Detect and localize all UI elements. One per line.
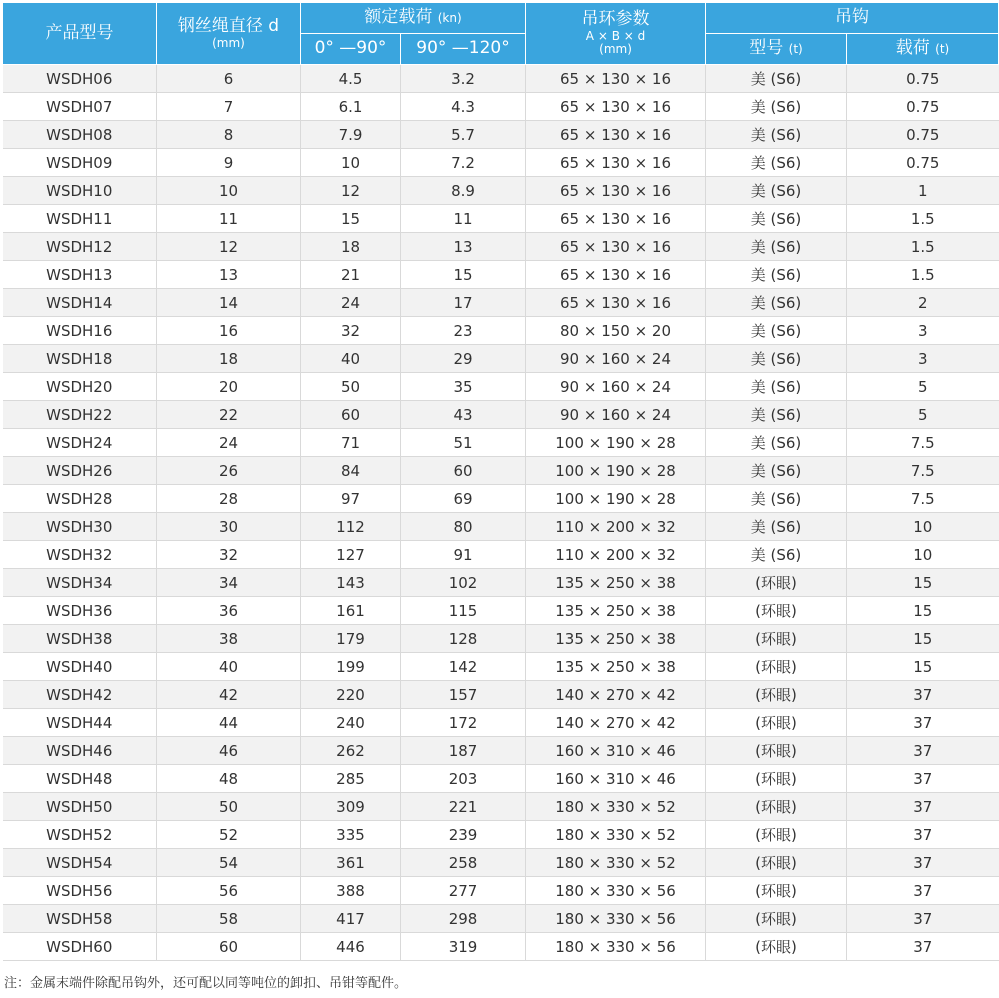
table-row — [3, 933, 999, 961]
cell-load-90-120: 35 — [401, 373, 526, 401]
cell-wire-diameter: 56 — [157, 877, 301, 905]
cell-ring-params: 180 × 330 × 56 — [526, 877, 706, 905]
cell-hook-type: 美 (S6) — [706, 485, 847, 513]
cell-ring-params: 100 × 190 × 28 — [526, 429, 706, 457]
cell-model: WSDH11 — [3, 205, 157, 233]
cell-hook-type: (环眼) — [706, 849, 847, 877]
cell-model: WSDH38 — [3, 625, 157, 653]
cell-load-0-90: 446 — [301, 933, 401, 961]
cell-hook-load: 5 — [847, 373, 999, 401]
cell-load-90-120: 172 — [401, 709, 526, 737]
header-model: 产品型号 — [3, 3, 157, 65]
cell-ring-params: 135 × 250 × 38 — [526, 625, 706, 653]
cell-hook-load: 37 — [847, 793, 999, 821]
cell-load-90-120: 11 — [401, 205, 526, 233]
cell-model: WSDH07 — [3, 93, 157, 121]
cell-load-0-90: 24 — [301, 289, 401, 317]
cell-model: WSDH18 — [3, 345, 157, 373]
header-rated-load: 额定载荷 (kn) — [301, 3, 526, 34]
cell-hook-load: 0.75 — [847, 93, 999, 121]
header-hook: 吊钩 — [706, 3, 999, 34]
cell-ring-params: 65 × 130 × 16 — [526, 65, 706, 93]
cell-load-90-120: 277 — [401, 877, 526, 905]
cell-wire-diameter: 26 — [157, 457, 301, 485]
cell-wire-diameter: 28 — [157, 485, 301, 513]
cell-load-90-120: 187 — [401, 737, 526, 765]
cell-ring-params: 140 × 270 × 42 — [526, 681, 706, 709]
table-row — [3, 121, 999, 149]
table-row — [3, 653, 999, 681]
cell-model: WSDH60 — [3, 933, 157, 961]
cell-ring-params: 160 × 310 × 46 — [526, 737, 706, 765]
cell-model: WSDH54 — [3, 849, 157, 877]
table-row — [3, 597, 999, 625]
cell-hook-type: (环眼) — [706, 709, 847, 737]
cell-hook-load: 15 — [847, 597, 999, 625]
table-row — [3, 821, 999, 849]
table-row — [3, 93, 999, 121]
cell-load-90-120: 128 — [401, 625, 526, 653]
cell-load-90-120: 298 — [401, 905, 526, 933]
cell-hook-type: 美 (S6) — [706, 317, 847, 345]
cell-ring-params: 65 × 130 × 16 — [526, 121, 706, 149]
cell-load-90-120: 29 — [401, 345, 526, 373]
cell-wire-diameter: 10 — [157, 177, 301, 205]
header-angle-1: 0° —90° — [301, 34, 401, 65]
table-row — [3, 261, 999, 289]
cell-hook-load: 1.5 — [847, 205, 999, 233]
cell-load-90-120: 60 — [401, 457, 526, 485]
footnote: 注：金属末端件除配吊钩外，还可配以同等吨位的卸扣、吊钳等配件。 — [4, 976, 408, 991]
cell-ring-params: 90 × 160 × 24 — [526, 373, 706, 401]
cell-wire-diameter: 34 — [157, 569, 301, 597]
cell-load-90-120: 221 — [401, 793, 526, 821]
cell-ring-params: 65 × 130 × 16 — [526, 205, 706, 233]
cell-load-0-90: 7.9 — [301, 121, 401, 149]
cell-hook-type: (环眼) — [706, 597, 847, 625]
cell-hook-type: (环眼) — [706, 681, 847, 709]
cell-load-90-120: 203 — [401, 765, 526, 793]
table-row — [3, 737, 999, 765]
cell-wire-diameter: 6 — [157, 65, 301, 93]
cell-load-0-90: 285 — [301, 765, 401, 793]
cell-model: WSDH22 — [3, 401, 157, 429]
cell-load-90-120: 258 — [401, 849, 526, 877]
table-row — [3, 429, 999, 457]
cell-load-0-90: 417 — [301, 905, 401, 933]
table-row — [3, 205, 999, 233]
cell-hook-type: 美 (S6) — [706, 205, 847, 233]
cell-ring-params: 100 × 190 × 28 — [526, 457, 706, 485]
cell-hook-load: 1.5 — [847, 261, 999, 289]
cell-wire-diameter: 54 — [157, 849, 301, 877]
cell-hook-type: 美 (S6) — [706, 65, 847, 93]
cell-hook-type: 美 (S6) — [706, 261, 847, 289]
cell-ring-params: 140 × 270 × 42 — [526, 709, 706, 737]
cell-hook-type: (环眼) — [706, 625, 847, 653]
cell-load-90-120: 7.2 — [401, 149, 526, 177]
cell-wire-diameter: 36 — [157, 597, 301, 625]
cell-wire-diameter: 30 — [157, 513, 301, 541]
cell-model: WSDH24 — [3, 429, 157, 457]
spec-table — [2, 2, 999, 961]
table-row — [3, 541, 999, 569]
cell-load-0-90: 262 — [301, 737, 401, 765]
cell-load-0-90: 309 — [301, 793, 401, 821]
table-row — [3, 457, 999, 485]
header-angle-2: 90° —120° — [401, 34, 526, 65]
cell-model: WSDH14 — [3, 289, 157, 317]
cell-load-0-90: 127 — [301, 541, 401, 569]
cell-ring-params: 135 × 250 × 38 — [526, 653, 706, 681]
cell-load-0-90: 240 — [301, 709, 401, 737]
cell-ring-params: 65 × 130 × 16 — [526, 289, 706, 317]
table-row — [3, 849, 999, 877]
cell-hook-load: 10 — [847, 541, 999, 569]
cell-wire-diameter: 32 — [157, 541, 301, 569]
cell-load-90-120: 51 — [401, 429, 526, 457]
cell-ring-params: 180 × 330 × 52 — [526, 821, 706, 849]
cell-model: WSDH06 — [3, 65, 157, 93]
table-row — [3, 233, 999, 261]
table-row — [3, 877, 999, 905]
cell-hook-load: 0.75 — [847, 121, 999, 149]
cell-ring-params: 90 × 160 × 24 — [526, 345, 706, 373]
cell-hook-type: 美 (S6) — [706, 233, 847, 261]
cell-load-0-90: 161 — [301, 597, 401, 625]
cell-load-0-90: 143 — [301, 569, 401, 597]
table-row — [3, 149, 999, 177]
cell-hook-type: 美 (S6) — [706, 429, 847, 457]
table-row — [3, 513, 999, 541]
cell-wire-diameter: 42 — [157, 681, 301, 709]
cell-ring-params: 100 × 190 × 28 — [526, 485, 706, 513]
cell-ring-params: 180 × 330 × 56 — [526, 905, 706, 933]
cell-hook-load: 15 — [847, 569, 999, 597]
cell-wire-diameter: 11 — [157, 205, 301, 233]
cell-wire-diameter: 24 — [157, 429, 301, 457]
cell-ring-params: 80 × 150 × 20 — [526, 317, 706, 345]
cell-model: WSDH46 — [3, 737, 157, 765]
cell-ring-params: 90 × 160 × 24 — [526, 401, 706, 429]
cell-load-0-90: 71 — [301, 429, 401, 457]
cell-wire-diameter: 13 — [157, 261, 301, 289]
cell-load-90-120: 3.2 — [401, 65, 526, 93]
header-wire-diameter: 钢丝绳直径 d (mm) — [157, 3, 301, 65]
cell-load-0-90: 112 — [301, 513, 401, 541]
table-row — [3, 317, 999, 345]
cell-hook-load: 37 — [847, 681, 999, 709]
cell-load-90-120: 142 — [401, 653, 526, 681]
cell-model: WSDH32 — [3, 541, 157, 569]
cell-hook-load: 37 — [847, 709, 999, 737]
cell-load-90-120: 5.7 — [401, 121, 526, 149]
cell-load-0-90: 220 — [301, 681, 401, 709]
cell-hook-load: 3 — [847, 317, 999, 345]
cell-load-90-120: 15 — [401, 261, 526, 289]
table-row — [3, 373, 999, 401]
cell-hook-type: 美 (S6) — [706, 93, 847, 121]
cell-wire-diameter: 8 — [157, 121, 301, 149]
cell-load-90-120: 17 — [401, 289, 526, 317]
cell-load-0-90: 12 — [301, 177, 401, 205]
cell-wire-diameter: 48 — [157, 765, 301, 793]
cell-load-0-90: 15 — [301, 205, 401, 233]
table-row — [3, 765, 999, 793]
cell-model: WSDH30 — [3, 513, 157, 541]
cell-load-90-120: 23 — [401, 317, 526, 345]
cell-hook-load: 7.5 — [847, 485, 999, 513]
cell-model: WSDH36 — [3, 597, 157, 625]
cell-model: WSDH56 — [3, 877, 157, 905]
cell-hook-type: (环眼) — [706, 765, 847, 793]
table-row — [3, 345, 999, 373]
cell-hook-load: 37 — [847, 821, 999, 849]
cell-ring-params: 65 × 130 × 16 — [526, 261, 706, 289]
cell-model: WSDH50 — [3, 793, 157, 821]
cell-wire-diameter: 38 — [157, 625, 301, 653]
cell-load-90-120: 8.9 — [401, 177, 526, 205]
cell-load-0-90: 361 — [301, 849, 401, 877]
cell-ring-params: 135 × 250 × 38 — [526, 597, 706, 625]
cell-ring-params: 65 × 130 × 16 — [526, 233, 706, 261]
cell-model: WSDH12 — [3, 233, 157, 261]
table-row — [3, 65, 999, 93]
cell-wire-diameter: 40 — [157, 653, 301, 681]
cell-hook-load: 0.75 — [847, 149, 999, 177]
cell-load-90-120: 319 — [401, 933, 526, 961]
cell-load-90-120: 157 — [401, 681, 526, 709]
cell-model: WSDH13 — [3, 261, 157, 289]
header-hook-type: 型号 (t) — [706, 34, 847, 65]
cell-hook-type: 美 (S6) — [706, 289, 847, 317]
cell-hook-type: (环眼) — [706, 793, 847, 821]
cell-hook-type: 美 (S6) — [706, 401, 847, 429]
table-row — [3, 569, 999, 597]
cell-load-0-90: 40 — [301, 345, 401, 373]
cell-load-0-90: 18 — [301, 233, 401, 261]
cell-ring-params: 135 × 250 × 38 — [526, 569, 706, 597]
cell-model: WSDH16 — [3, 317, 157, 345]
cell-hook-load: 15 — [847, 653, 999, 681]
cell-hook-type: (环眼) — [706, 905, 847, 933]
cell-hook-load: 10 — [847, 513, 999, 541]
table-row — [3, 177, 999, 205]
cell-hook-type: 美 (S6) — [706, 373, 847, 401]
cell-wire-diameter: 7 — [157, 93, 301, 121]
cell-hook-type: (环眼) — [706, 569, 847, 597]
cell-hook-type: 美 (S6) — [706, 457, 847, 485]
cell-load-90-120: 80 — [401, 513, 526, 541]
cell-load-0-90: 84 — [301, 457, 401, 485]
cell-wire-diameter: 52 — [157, 821, 301, 849]
cell-hook-type: (环眼) — [706, 737, 847, 765]
cell-hook-load: 37 — [847, 737, 999, 765]
cell-wire-diameter: 58 — [157, 905, 301, 933]
cell-wire-diameter: 9 — [157, 149, 301, 177]
cell-model: WSDH52 — [3, 821, 157, 849]
cell-model: WSDH28 — [3, 485, 157, 513]
cell-wire-diameter: 22 — [157, 401, 301, 429]
cell-hook-load: 7.5 — [847, 429, 999, 457]
cell-load-0-90: 388 — [301, 877, 401, 905]
cell-load-0-90: 21 — [301, 261, 401, 289]
cell-hook-type: (环眼) — [706, 877, 847, 905]
cell-hook-load: 0.75 — [847, 65, 999, 93]
cell-load-0-90: 97 — [301, 485, 401, 513]
cell-load-0-90: 60 — [301, 401, 401, 429]
cell-hook-load: 37 — [847, 877, 999, 905]
cell-wire-diameter: 44 — [157, 709, 301, 737]
table-body — [3, 65, 999, 961]
cell-model: WSDH26 — [3, 457, 157, 485]
cell-ring-params: 65 × 130 × 16 — [526, 93, 706, 121]
cell-load-90-120: 115 — [401, 597, 526, 625]
cell-load-0-90: 179 — [301, 625, 401, 653]
cell-wire-diameter: 60 — [157, 933, 301, 961]
header-hook-load: 载荷 (t) — [847, 34, 999, 65]
cell-wire-diameter: 46 — [157, 737, 301, 765]
cell-hook-load: 37 — [847, 849, 999, 877]
cell-ring-params: 180 × 330 × 56 — [526, 933, 706, 961]
cell-load-90-120: 43 — [401, 401, 526, 429]
cell-load-0-90: 50 — [301, 373, 401, 401]
table-row — [3, 709, 999, 737]
cell-ring-params: 180 × 330 × 52 — [526, 849, 706, 877]
cell-ring-params: 180 × 330 × 52 — [526, 793, 706, 821]
cell-hook-type: 美 (S6) — [706, 177, 847, 205]
cell-model: WSDH42 — [3, 681, 157, 709]
cell-model: WSDH40 — [3, 653, 157, 681]
cell-ring-params: 65 × 130 × 16 — [526, 149, 706, 177]
cell-load-90-120: 102 — [401, 569, 526, 597]
table-row — [3, 905, 999, 933]
cell-ring-params: 65 × 130 × 16 — [526, 177, 706, 205]
cell-hook-load: 1.5 — [847, 233, 999, 261]
cell-wire-diameter: 12 — [157, 233, 301, 261]
cell-load-0-90: 10 — [301, 149, 401, 177]
cell-load-0-90: 199 — [301, 653, 401, 681]
cell-wire-diameter: 20 — [157, 373, 301, 401]
cell-hook-type: (环眼) — [706, 653, 847, 681]
cell-wire-diameter: 50 — [157, 793, 301, 821]
cell-hook-load: 37 — [847, 765, 999, 793]
cell-ring-params: 160 × 310 × 46 — [526, 765, 706, 793]
cell-ring-params: 110 × 200 × 32 — [526, 541, 706, 569]
cell-load-90-120: 69 — [401, 485, 526, 513]
table-row — [3, 625, 999, 653]
cell-hook-type: 美 (S6) — [706, 345, 847, 373]
cell-load-90-120: 239 — [401, 821, 526, 849]
table-row — [3, 485, 999, 513]
cell-load-0-90: 335 — [301, 821, 401, 849]
cell-load-90-120: 91 — [401, 541, 526, 569]
cell-load-90-120: 13 — [401, 233, 526, 261]
cell-wire-diameter: 16 — [157, 317, 301, 345]
cell-model: WSDH48 — [3, 765, 157, 793]
cell-hook-type: 美 (S6) — [706, 121, 847, 149]
cell-hook-type: 美 (S6) — [706, 513, 847, 541]
cell-hook-load: 5 — [847, 401, 999, 429]
cell-hook-load: 7.5 — [847, 457, 999, 485]
cell-model: WSDH58 — [3, 905, 157, 933]
cell-hook-type: (环眼) — [706, 821, 847, 849]
cell-hook-type: 美 (S6) — [706, 149, 847, 177]
cell-hook-type: 美 (S6) — [706, 541, 847, 569]
cell-wire-diameter: 18 — [157, 345, 301, 373]
table-row — [3, 401, 999, 429]
cell-model: WSDH09 — [3, 149, 157, 177]
cell-hook-load: 37 — [847, 905, 999, 933]
cell-hook-load: 1 — [847, 177, 999, 205]
cell-model: WSDH10 — [3, 177, 157, 205]
cell-load-0-90: 32 — [301, 317, 401, 345]
table-row — [3, 793, 999, 821]
cell-hook-load: 15 — [847, 625, 999, 653]
cell-model: WSDH08 — [3, 121, 157, 149]
cell-hook-load: 3 — [847, 345, 999, 373]
cell-wire-diameter: 14 — [157, 289, 301, 317]
header-ring-params: 吊环参数 A × B × d (mm) — [526, 3, 706, 65]
cell-ring-params: 110 × 200 × 32 — [526, 513, 706, 541]
cell-load-90-120: 4.3 — [401, 93, 526, 121]
cell-load-0-90: 6.1 — [301, 93, 401, 121]
cell-model: WSDH44 — [3, 709, 157, 737]
cell-load-0-90: 4.5 — [301, 65, 401, 93]
cell-model: WSDH20 — [3, 373, 157, 401]
cell-hook-load: 2 — [847, 289, 999, 317]
table-row — [3, 289, 999, 317]
cell-hook-load: 37 — [847, 933, 999, 961]
cell-model: WSDH34 — [3, 569, 157, 597]
cell-hook-type: (环眼) — [706, 933, 847, 961]
table-row — [3, 681, 999, 709]
